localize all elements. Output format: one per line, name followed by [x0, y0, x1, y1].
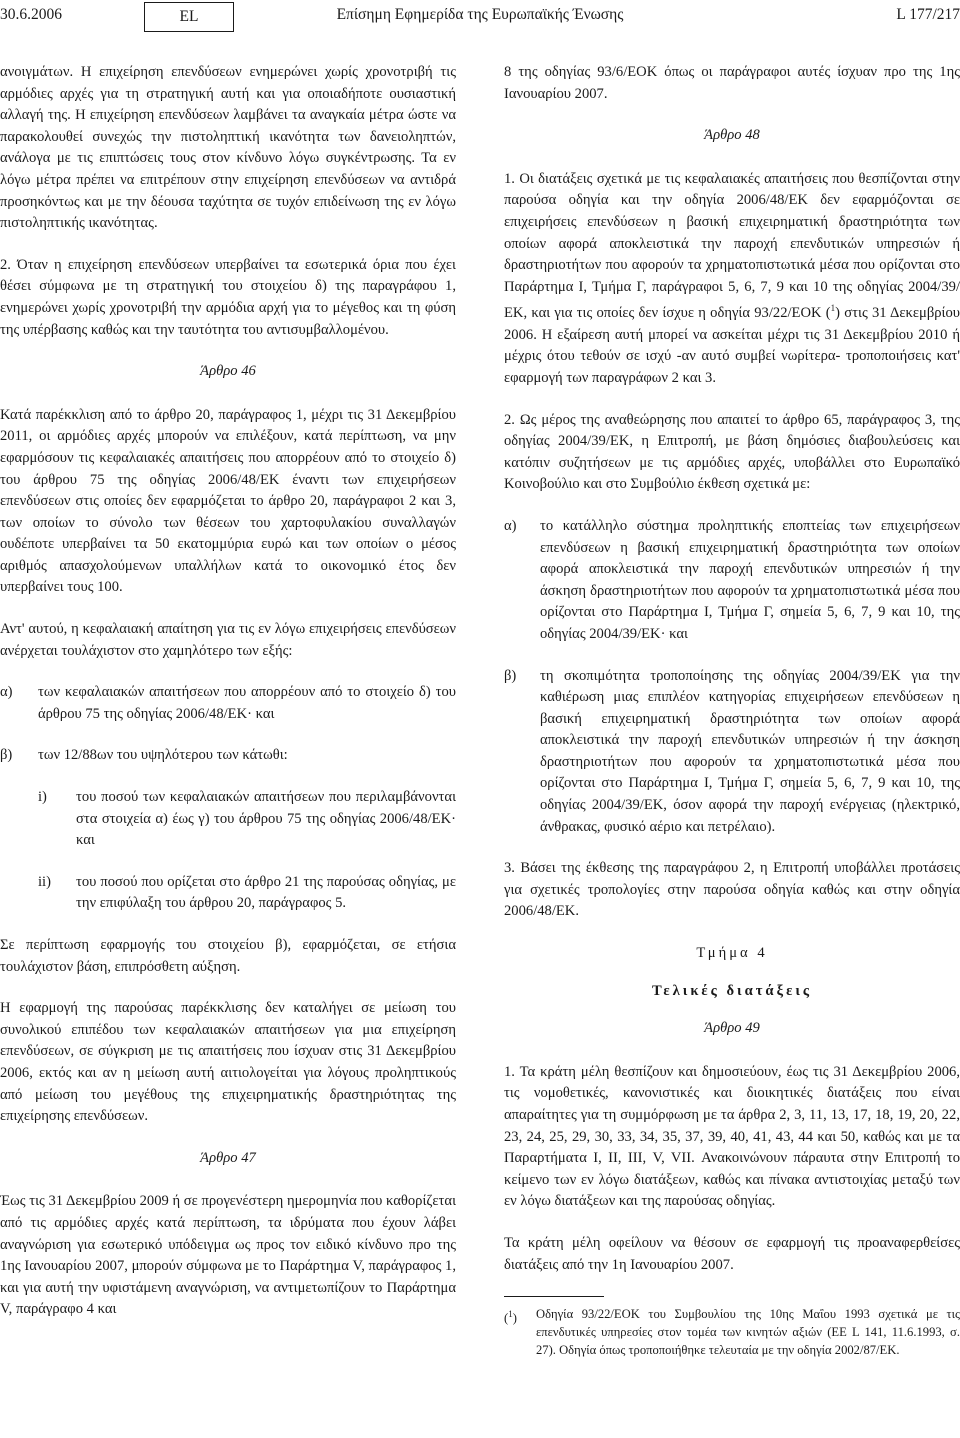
footnote-number: 1 — [508, 1309, 513, 1320]
paragraph: Η εφαρμογή της παρούσας παρέκκλισης δεν καταλήγει σε μείωση του συνολικού επιπέδου των κεφαλαιακών απαιτήσεων για μια επιχείρηση επενδύσεων, σε σύγκριση με τις απαιτήσεις που ίσχυαν στις 31 Δεκεμβρίου 2006, εκτός και αν η μείωση αυτή αιτιολογείται για λόγους προληπτικούς από μείωση του μεγέθους της επιχειρηματικής δραστηριότητας της επιχείρησης επενδύσεων. — [0, 1000, 456, 1125]
list-item-text: το κατάλληλο σύστημα προληπτικής εποπτείας των επιχειρήσεων επενδύσεων η βασική επιχειρηματική δραστηριότητα των οποίων αφορά αποκλειστικά την παροχή επενδυτικών υπηρεσιών ή την άσκηση δραστηριοτήτων που αφορούν τα χρηματοπιστωτικά μέσα που ορίζονται στο Παράρτημα Ι, Τμήμα Γ, σημεία 5, 6, 7, 9 και 10, της οδηγίας 2004/39/ΕΚ· και — [540, 517, 960, 642]
paragraph: ανοιγμάτων. Η επιχείρηση επενδύσεων ενημερώνει χωρίς χρονοτριβή τις αρμόδιες αρχές για τη στρατηγική αυτή και για οποιαδήποτε ουσιαστική αλλαγή της. Η επιχείρηση επενδύσεων λαμβάνει τα αναγκαία μέτρα ώστε να παρακολουθεί συνεχώς την πιστοληπτική ικανότητα των δανειοληπτών, ανάλογα με τις επιπτώσεις τους στον κίνδυνο λόγω συγκέντρωσης. Τα εν λόγω μέτρα πρέπει να επιτρέπουν στην επιχείρηση επενδύσεων να αντιδρά προσηκόντως και με την δέουσα ταχύτητα σε τυχόν επιδείνωση της εν λόγω πιστοληπτικής ικανότητας. — [0, 64, 456, 232]
footnote-divider — [504, 1296, 604, 1297]
paragraph: 2. Ως μέρος της αναθεώρησης που απαιτεί το άρθρο 65, παράγραφος 3, της οδηγίας 2004/39/ΕΚ, η Επιτροπή, με βάση δημόσιες διαβουλεύσεις και κατόπιν συζητήσεων με τις αρμόδιες αρχές, υποβάλλει στο Ευρωπαϊκό Κοινοβούλιο και στο Συμβούλιο έκθεση σχετικά με: — [504, 411, 960, 493]
footnote-paren: ( — [504, 1311, 509, 1326]
list-item-label: β) — [0, 747, 13, 764]
paragraph: 2. Όταν η επιχείρηση επενδύσεων υπερβαίνει τα εσωτερικά όρια που έχει θέσει σύμφωνα με τη στρατηγική του στοιχείου δ) της παραγράφου 1, ενημερώνει χωρίς χρονοτριβή την αρμόδια αρχή για το μέγεθος και τη φύση της υπέρβασης καθώς και την ταυτότητα του αντισυμβαλλομένου. — [0, 256, 456, 338]
footnote — [504, 1305, 960, 1359]
list-item-text: του ποσού που ορίζεται στο άρθρο 21 της παρούσας οδηγίας, με την επιφύλαξη του άρθρου 20, παράγραφος 5. — [76, 873, 456, 912]
page-header — [0, 0, 960, 40]
section-heading: Τελικές διατάξεις — [651, 982, 813, 999]
list-item-label: ii) — [38, 873, 51, 890]
footnote-reference[interactable]: 1 — [830, 303, 836, 314]
right-column — [504, 62, 960, 1359]
list-item — [0, 682, 456, 725]
list-item-label: α) — [0, 684, 13, 701]
article-title-48: Άρθρο 48 — [704, 127, 760, 144]
article-title-46: Άρθρο 46 — [200, 363, 256, 380]
journal-title: Επίσημη Εφημερίδα της Ευρωπαϊκής Ένωσης — [336, 6, 624, 23]
paragraph: 1. Τα κράτη μέλη θεσπίζουν και δημοσιεύουν, έως τις 31 Δεκεμβρίου 2006, τις νομοθετικές, κανονιστικές και διοικητικές διατάξεις που είναι απαραίτητες για τη συμμόρφωση με τα άρθρα 2, 3, 11, 13, 17, 18, 19, 20, 22, 23, 24, 25, 29, 30, 33, 34, 35, 37, 39, 40, 41, 43, 44 και 50, καθώς και με τα Παραρτήματα Ι, ΙΙ, ΙΙΙ, V, VII. Ανακοινώνουν πάραυτα στην Επιτροπή το κείμενο των εν λόγω διατάξεων, καθώς και πίνακα αντιστοιχίας μεταξύ των εν λόγω διατάξεων και της παρούσας οδηγίας. — [504, 1063, 960, 1210]
paragraph: Τα κράτη μέλη οφείλουν να θέσουν σε εφαρμογή τις προαναφερθείσες διατάξεις από την 1η Ιανουαρίου 2007. — [504, 1234, 960, 1273]
list-item-label: i) — [38, 789, 47, 806]
page-reference: L 177/217 — [896, 6, 960, 23]
list-item-label: β) — [504, 667, 517, 684]
sub-list-item — [0, 787, 456, 852]
list-item-text: του ποσού των κεφαλαιακών απαιτήσεων που περιλαμβάνονται στα στοιχεία α) έως γ) του άρθρου 75 της οδηγίας 2006/48/ΕΚ· και — [76, 789, 456, 849]
paragraph: 3. Βάσει της έκθεσης της παραγράφου 2, η Επιτροπή υποβάλλει προτάσεις για σχετικές τροπολογίες στην παρούσα οδηγία καθώς και στην οδηγία 2006/48/ΕΚ. — [504, 860, 960, 920]
paragraph: Αντ' αυτού, η κεφαλαιακή απαίτηση για τις εν λόγω επιχειρήσεις επενδύσεων ανέρχεται τουλάχιστον στο χαμηλότερο των εξής: — [0, 621, 456, 659]
paragraph: 8 της οδηγίας 93/6/ΕΟΚ όπως οι παράγραφοι αυτές ίσχυαν προ της 1ης Ιανουαρίου 2007. — [504, 64, 960, 102]
paragraph: Κατά παρέκκλιση από το άρθρο 20, παράγραφος 1, μέχρι τις 31 Δεκεμβρίου 2011, οι αρμόδιες αρχές μπορούν να επιλέξουν, κατά περίπτωση, να μην εφαρμόσουν τις κεφαλαιακές απαιτήσεις που απορρέουν από το στοιχείο δ) του άρθρου 75 της οδηγίας 2006/48/ΕΚ έναντι των επιχειρήσεων επενδύσεων στις οποίες δεν εφαρμόζεται το άρθρο 20, παράγραφοι 2 και 3, των οποίων το σύνολο των θέσεων του χαρτοφυλακίου συναλλαγών ουδέποτε υπερβαίνει τα 50 εκατομμύρια ευρώ και των οποίων ο μέσος αριθμός απασχολούμενων υπαλλήλων κατά το οικονομικό έτος δεν υπερβαίνει τους 100. — [0, 406, 456, 596]
paragraph: Έως τις 31 Δεκεμβρίου 2009 ή σε προγενέστερη ημερομηνία που καθορίζεται από τις αρμόδιες αρχές κατά περίπτωση, τα ιδρύματα που έχουν λάβει αναγνώριση για εσωτερικό υπόδειγμα ως προς τον ειδικό κίνδυνο προ της 1ης Ιανουαρίου 2007, μπορούν σύμφωνα με το Παράρτημα V, παράγραφος 1, και για αυτή την υφιστάμενη αναγνώριση, να αντιμετωπίζουν το Παράρτημα V, παράγραφο 4 και — [0, 1193, 456, 1318]
footnote-text: Οδηγία 93/22/ΕΟΚ του Συμβουλίου της 10ης Μαΐου 1993 σχετικά με τις επενδυτικές υπηρεσίες στον τομέα των κινητών αξιών (ΕΕ L 141, 11.6.1993, σ. 27). Οδηγία όπως τροποποιήθηκε τελευταία με την οδηγία 2002/87/ΕΚ. — [536, 1307, 960, 1358]
footnote-paren: ) — [512, 1311, 517, 1326]
sub-list-item — [0, 872, 456, 915]
paragraph-text: 1. Οι διατάξεις σχετικά με τις κεφαλαιακές απαιτήσεις που θεσπίζονται στην παρούσα οδηγία και την οδηγία 2006/48/ΕΚ δεν εφαρμόζονται σε επιχειρήσεις επενδύσεων η βασική επιχειρηματική δραστηριότητα των οποίων αφορά αποκλειστικά την παροχή επενδυτικών υπηρεσιών ή δραστηριοτήτων που αφορούν τα χρηματοπιστωτικά μέσα που ορίζονται στο Παράρτημα Ι, Τμήμα Γ, παράγραφοι 5, 6, 7, 9 και 10 της οδηγίας 2004/39/ΕΚ, και για τις οποίες δεν ίσχυε η οδηγία 93/22/ΕΟΚ ( — [504, 170, 960, 322]
list-item-label: α) — [504, 517, 517, 534]
list-item — [504, 516, 960, 646]
paragraph — [504, 169, 960, 390]
list-item-text: των 12/88ων του υψηλότερου των κάτωθι: — [38, 747, 288, 764]
list-item — [0, 745, 456, 767]
section-title: Τμήμα 4 — [696, 945, 768, 962]
list-item-text: των κεφαλαιακών απαιτήσεων που απορρέουν από το στοιχείο δ) του άρθρου 75 της οδηγίας 2006/48/ΕΚ· και — [38, 684, 456, 722]
publication-date: 30.6.2006 — [0, 6, 62, 23]
list-item — [504, 666, 960, 839]
footnote-label — [504, 1305, 536, 1359]
language-badge: EL — [144, 2, 234, 32]
left-column — [0, 62, 456, 1321]
article-title-49: Άρθρο 49 — [704, 1020, 760, 1037]
paragraph-text: ) στις 31 Δεκεμβρίου 2006. Η εξαίρεση αυτή μπορεί να ασκείται μέχρι τις 31 Δεκεμβρίου 2010 ή μέχρις ότου τεθούν σε ισχύ -αν αυτό συμβεί νωρίτερα- τροποποιήσεις κατ' εφαρμογή των παραγράφων 2 και 3. — [504, 305, 960, 386]
article-title-47: Άρθρο 47 — [200, 1149, 256, 1166]
list-item-text: τη σκοπιμότητα τροποποίησης της οδηγίας 2004/39/ΕΚ για την καθιέρωση μιας επιπλέον κατηγορίας επιχειρήσεων επενδύσεων η βασική επιχειρηματική δραστηριότητα των οποίων αφορά αποκλειστικά την παροχή επενδυτικών υπηρεσιών ή την άσκηση δραστηριοτήτων που αφορούν τα χρηματοπιστωτικά μέσα που ορίζονται στο Παράρτημα Ι, Τμήμα Γ, σημεία 5, 6, 7, 9 και 10, της οδηγίας 2004/39/ΕΚ, όσον αφορά την παροχή ενέργειας (ηλεκτρικό, άνθρακας, φυσικό αέριο και πετρέλαιο). — [540, 667, 960, 835]
paragraph: Σε περίπτωση εφαρμογής του στοιχείου β), εφαρμόζεται, σε ετήσια τουλάχιστον βάση, επιπρόσθετη αύξηση. — [0, 937, 456, 975]
